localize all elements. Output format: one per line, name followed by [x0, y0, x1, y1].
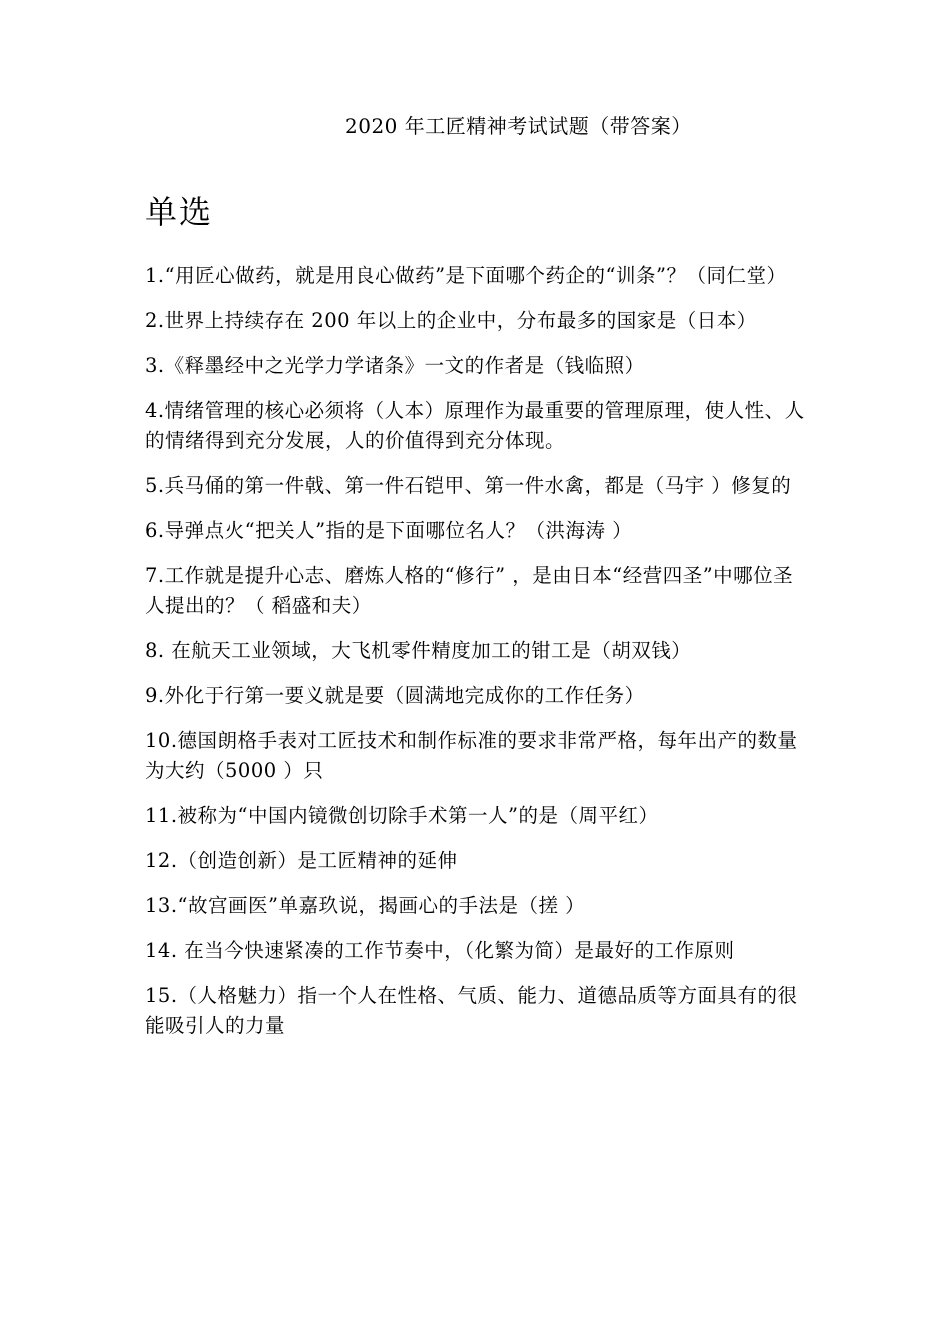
document-title: 2020 年工匠精神考试试题（带答案）: [345, 114, 692, 138]
question-item: 8. 在航天工业领域，大飞机零件精度加工的钳工是（胡双钱）: [145, 639, 692, 662]
question-item: 13.“故宫画医”单嘉玖说，揭画心的手法是（搓 ）: [145, 894, 586, 917]
question-item: 12.（创造创新）是工匠精神的延伸: [145, 849, 458, 872]
section-heading: 单选: [145, 193, 214, 231]
question-item: 7.工作就是提升心志、磨炼人格的“修行” ，是由日本“经营四圣”中哪位圣人提出的？（ 稻盛和夫）: [145, 564, 794, 617]
question-item: 1.“用匠心做药，就是用良心做药”是下面哪个药企的“训条”？（同仁堂）: [145, 264, 787, 287]
question-item: 5.兵马俑的第一件戟、第一件石铠甲、第一件水禽，都是（马宇 ）修复的: [145, 474, 792, 497]
question-item: 15.（人格魅力）指一个人在性格、气质、能力、道德品质等方面具有的很能吸引人的力量: [145, 984, 798, 1037]
question-item: 14. 在当今快速紧凑的工作节奏中，（化繁为简）是最好的工作原则: [145, 939, 735, 962]
question-item: 11.被称为“中国内镜微创切除手术第一人”的是（周平红）: [145, 804, 659, 827]
question-item: 9.外化于行第一要义就是要（圆满地完成你的工作任务）: [145, 684, 645, 707]
question-item: 6.导弹点火“把关人”指的是下面哪位名人？（洪海涛 ）: [145, 519, 633, 542]
question-item: 4.情绪管理的核心必须将（人本）原理作为最重要的管理原理，使人性、人的情绪得到充分发展，人的价值得到充分体现。: [145, 399, 805, 452]
question-item: 10.德国朗格手表对工匠技术和制作标准的要求非常严格，每年出产的数量为大约（5000 ）只: [145, 729, 798, 782]
question-item: 3.《释墨经中之光学力学诸条》一文的作者是（钱临照）: [145, 354, 645, 377]
question-list: [145, 261, 810, 1056]
question-item: 2.世界上持续存在 200 年以上的企业中，分布最多的国家是（日本）: [145, 309, 757, 332]
